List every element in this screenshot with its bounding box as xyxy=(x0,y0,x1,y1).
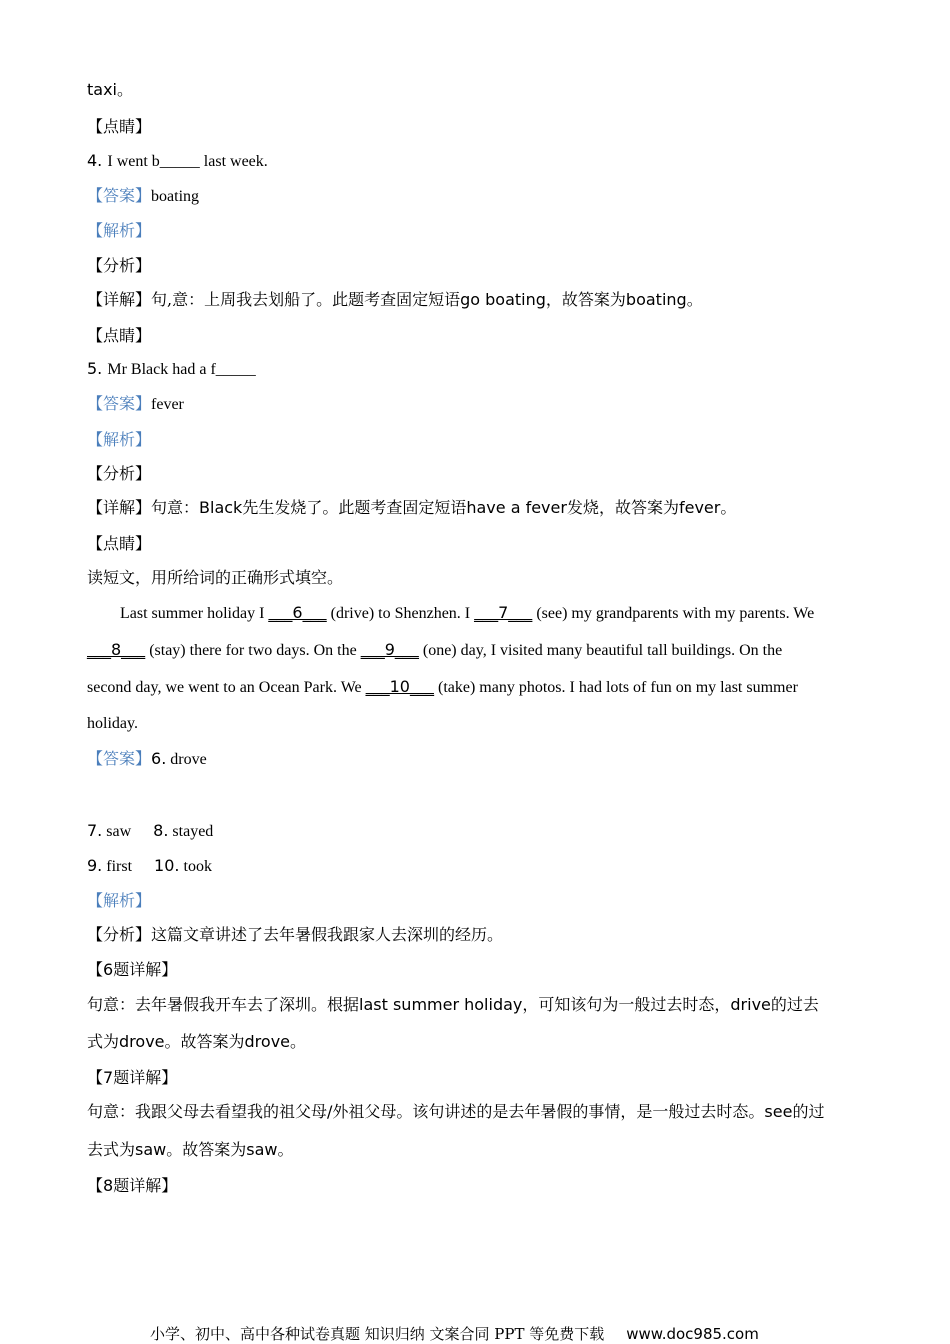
answer-6: 【答案】6. drove xyxy=(87,749,207,768)
passage-line: Last summer holiday I ___6___ (drive) to Shenzhen. I ___7___ (see) my grandparents with my parents. We xyxy=(120,603,815,622)
answer-4: 【答案】boating xyxy=(87,186,200,205)
dianjing-label: 【点睛】 xyxy=(87,534,152,553)
question-4: 4. I went b_____ last week. xyxy=(87,151,268,170)
dianjing-label: 【点睛】 xyxy=(87,326,152,345)
dianjing-label: 【点睛】 xyxy=(87,117,152,136)
passage-line: second day, we went to an Ocean Park. We ___10___ (take) many photos. I had lots of fun on my last summer xyxy=(87,677,798,696)
passage-line: ___8___ (stay) there for two days. On the ___9___ (one) day, I visited many beautiful tall buildings. On the xyxy=(87,640,783,659)
detail-6-line: 式为drove。故答案为drove。 xyxy=(87,1032,307,1051)
fenxi-label: 【分析】 xyxy=(87,464,152,483)
jiexi-label: 【解析】 xyxy=(87,221,152,240)
question-5: 5. Mr Black had a f_____ xyxy=(87,359,256,378)
detail-7-line: 去式为saw。故答案为saw。 xyxy=(87,1140,294,1159)
blank-9: ___9___ xyxy=(360,640,419,659)
detail-6-line: 句意：去年暑假我开车去了深圳。根据last summer holiday，可知该句为一般过去时态，drive的过去 xyxy=(87,995,819,1014)
instruction: 读短文，用所给词的正确形式填空。 xyxy=(87,568,344,587)
footer-url[interactable]: www.doc985.com xyxy=(626,1325,759,1343)
passage-line: holiday. xyxy=(87,715,138,732)
answer-5: 【答案】fever xyxy=(87,394,184,413)
fenxi-text: 【分析】这篇文章讲述了去年暑假我跟家人去深圳的经历。 xyxy=(87,925,504,944)
blank-10: ___10___ xyxy=(365,677,434,696)
page-footer: 小学、初中、高中各种试卷真题 知识归纳 文案合同 PPT 等免费下载 www.doc985.com xyxy=(150,1325,759,1343)
detail-5: 【详解】句意：Black先生发烧了。此题考查固定短语have a fever发烧，故答案为fever。 xyxy=(87,498,737,517)
detail-4: 【详解】句,意：上周我去划船了。此题考查固定短语go boating，故答案为boating。 xyxy=(87,290,703,309)
fenxi-label: 【分析】 xyxy=(87,256,152,275)
text-line: taxi。 xyxy=(87,80,133,99)
blank-7: ___7___ xyxy=(474,603,533,622)
detail-7-heading: 【7题详解】 xyxy=(87,1068,178,1087)
answer-7-8: 7. saw 8. stayed xyxy=(87,821,214,840)
jiexi-label: 【解析】 xyxy=(87,891,152,910)
blank-6: ___6___ xyxy=(268,603,327,622)
jiexi-label: 【解析】 xyxy=(87,430,152,449)
blank-8: ___8___ xyxy=(87,640,146,659)
detail-7-line: 句意：我跟父母去看望我的祖父母/外祖父母。该句讲述的是去年暑假的事情，是一般过去时态。see的过 xyxy=(87,1102,825,1121)
detail-8-heading: 【8题详解】 xyxy=(87,1176,178,1195)
answer-9-10: 9. first 10. took xyxy=(87,856,212,875)
detail-6-heading: 【6题详解】 xyxy=(87,960,178,979)
